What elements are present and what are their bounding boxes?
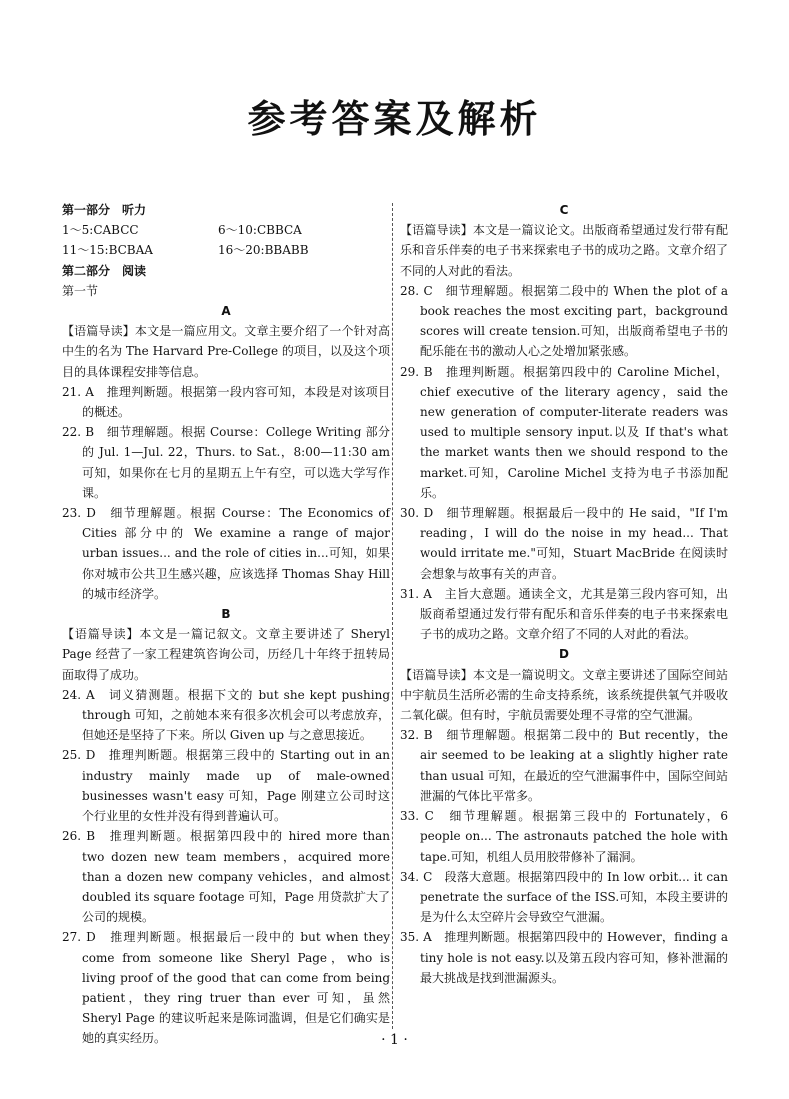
question-answer: 28. C 细节理解题。根据第二段中的 When the plot of a book reaches the most exciting part，background scores will create tension.可知，出版商希望电子书的配乐能在书的激动人心之处增加紧张感。 (400, 283, 728, 359)
right-column (400, 200, 728, 988)
question-answer: 21. A 推理判断题。根据第一段内容可知，本段是对该项目的概述。 (62, 384, 390, 420)
page-number: · 1 · (381, 1032, 408, 1048)
page-title: 参考答案及解析 (247, 97, 542, 141)
question-answer: 29. B 推理判断题。根据第四段中的 Caroline Michel，chief executive of the literary agency，said the new generation of computer-literate readers was used to multiple sensory input.以及 If that's what the market wants then we should respond to the market.可知，Caroline Michel 支持为电子书添加配乐。 (400, 364, 728, 500)
question-answer: 23. D 细节理解题。根据 Course：The Economics of Cities 部分中的 We examine a range of major urban issues... and the role of cities in...可知，如果你对城市公共卫生感兴趣，应该选择 Thomas Shay Hill 的城市经济学。 (62, 506, 390, 601)
question-answer: 32. B 细节理解题。根据第二段中的 But recently，the air seemed to be leaking at a slightly higher rate than usual 可知，在最近的空气泄漏事件中，国际空间站泄漏的气体比平常多。 (400, 728, 728, 803)
question-answer: 24. A 词义猜测题。根据下文的 but she kept pushing through 可知，之前她本来有很多次机会可以考虑放弃，但她还是坚持了下来。所以 Given up 与之意思接近。 (62, 687, 390, 743)
question-answer: 22. B 细节理解题。根据 Course：College Writing 部分的 Jul. 1—Jul. 22，Thurs. to Sat.，8:00—11:30 am 可知，如果你在七月的星期五上午有空，可以选大学写作课。 (62, 425, 390, 500)
question-answer: 33. C 细节理解题。根据第三段中的 Fortunately，6 people on... The astronauts patched the hole with tape.可知，机组人员用胶带修补了漏洞。 (400, 809, 728, 864)
question-answer: 25. D 推理判断题。根据第三段中的 Starting out in an industry mainly made up of male-owned businesses wasn't easy 可知，Page 刚建立公司时这个行业里的女性并没有得到普遍认可。 (62, 748, 390, 824)
section-heading: 第一节 (62, 283, 99, 298)
passage-intro: 【语篇导读】本文是一篇记叙文。文章主要讲述了 Sheryl Page 经营了一家工程建筑咨询公司，历经几十年终于扭转局面取得了成功。 (62, 627, 390, 682)
answer-group: 16～20:BBABB (218, 243, 309, 258)
question-answer: 31. A 主旨大意题。通读全文，尤其是第三段内容可知，出版商希望通过发行带有配乐和音乐伴奏的电子书来探索电子书的成功之路。文章介绍了不同的人对此的看法。 (400, 586, 728, 642)
answer-group: 6～10:CBBCA (218, 223, 302, 238)
passage-intro: 【语篇导读】本文是一篇说明文。文章主要讲述了国际空间站中宇航员生活所必需的生命支持系统，该系统提供氧气并吸收二氧化碳。但有时，宇航员需要处理不寻常的空气泄漏。 (400, 667, 728, 723)
passage-label: B (221, 607, 231, 622)
passage-label: A (221, 304, 231, 319)
question-answer: 30. D 细节理解题。根据最后一段中的 He said，"If I'm reading，I will do the noise in my head... That would irritate me."可知，Stuart MacBride 在阅读时会想象与故事有关的声音。 (400, 506, 728, 581)
left-column (62, 200, 390, 1049)
question-answer: 27. D 推理判断题。根据最后一段中的 but when they come from someone like Sheryl Page，who is living proof of the good that can come from being patient，they ring truer than ever 可知，虽然 Sheryl Page 的建议听起来是陈词滥调，但是它们确实是她的真实经历。 (62, 930, 390, 1046)
passage-intro: 【语篇导读】本文是一篇议论文。出版商希望通过发行带有配乐和音乐伴奏的电子书来探索电子书的成功之路。文章介绍了不同的人对此的看法。 (400, 223, 728, 278)
passage-intro: 【语篇导读】本文是一篇应用文。文章主要介绍了一个针对高中生的名为 The Harvard Pre-College 的项目，以及这个项目的具体课程安排等信息。 (62, 324, 390, 379)
part2-heading: 第二部分 阅读 (62, 263, 147, 278)
passage-label: D (559, 647, 569, 662)
question-answer: 35. A 推理判断题。根据第四段中的 However，finding a tiny hole is not easy.以及第五段内容可知，修补泄漏的最大挑战是找到泄漏源头。 (400, 930, 728, 985)
question-answer: 26. B 推理判断题。根据第四段中的 hired more than two dozen new team members，acquired more than a dozen new company vehicles，and almost doubled its square footage 可知，Page 用贷款扩大了公司的规模。 (62, 829, 390, 925)
answer-row (62, 240, 390, 260)
question-answer: 34. C 段落大意题。根据第四段中的 In low orbit... it can penetrate the surface of the ISS.可知，本段主要讲的是为什么太空碎片会导致空气泄漏。 (400, 869, 728, 925)
answer-group: 11～15:BCBAA (62, 243, 153, 258)
answer-row (62, 220, 390, 240)
answer-group: 1～5:CABCC (62, 223, 139, 238)
column-divider (392, 203, 393, 1029)
passage-label: C (559, 203, 569, 217)
part1-heading: 第一部分 听力 (62, 203, 147, 217)
